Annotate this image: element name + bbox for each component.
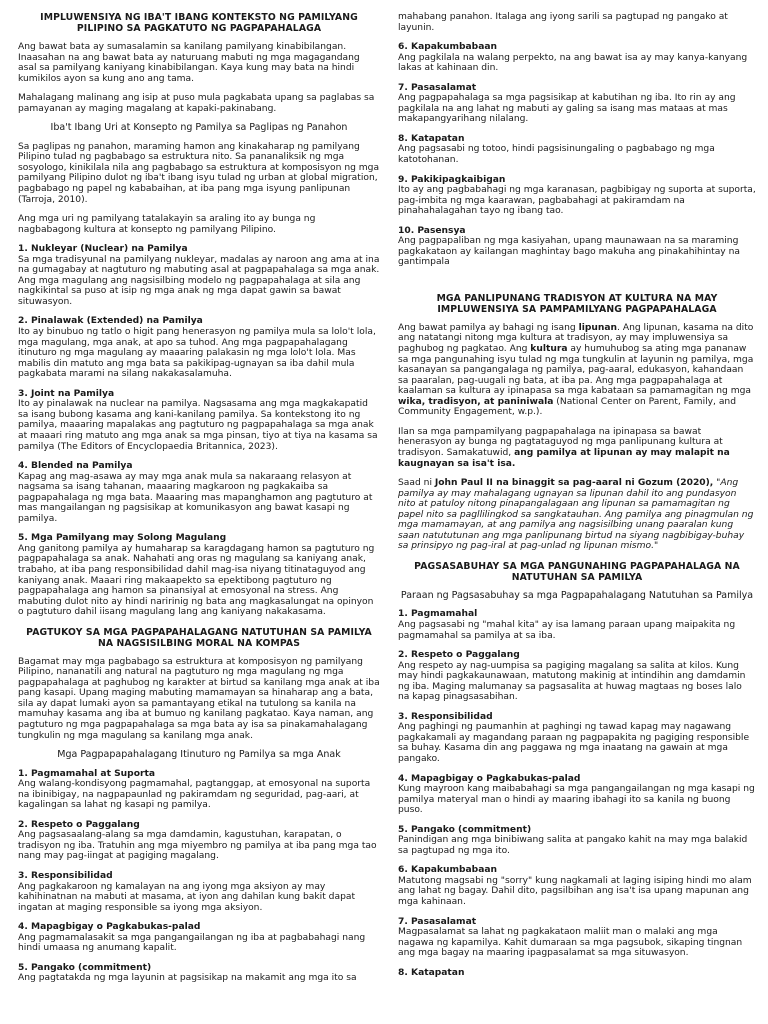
family-type-title: 3. Joint na Pamilya (18, 388, 115, 399)
paragraph-moral-compass: Bagamat may mga pagbabago sa estruktura at komposisyon ng pamilyang Pilipino, nananatili ang natural na pagtuturo ng mga magulang ng mga pagpapahalaga at paghubog ng karakter at birtud sa kanilang mga anak at iba pang kasapi. Upang maging mabuting mamamayan sa hinaharap ang a bata, sila ay dapat lumaki ayon sa pamantayang etikal na tutulong sa kanila na mamuhay kasama ang iba at bumuo ng kanilang pagkatao. Kaya naman, ang pagtuturo ng mga pagpapahalaga sa mga bata ay isa sa pinakamahalagang tungkulin ng mga magulang sa kanilang mga anak. (18, 656, 380, 741)
value-text: Ito ay ang pagbabahagi ng mga karanasan, pagbibigay ng suporta at suporta, pag-imbita ng mga kaarawan, pagbabahagi at pakiramdam na pinahahalagahan tayo ng ibang tao. (398, 185, 756, 217)
family-type-item (18, 533, 380, 617)
value-item (398, 83, 756, 125)
subheading-ways: Paraan ng Pagsasabuhay sa mga Pagpapahalagang Natutuhan sa Pamilya (400, 589, 754, 601)
value-item (398, 175, 756, 217)
way-item (398, 712, 756, 765)
text-run: Saad ni (398, 478, 435, 489)
bold-term: lipunan (578, 322, 618, 333)
family-type-text: Ito ay binubuo ng tatlo o higit pang henerasyon ng pamilya mula sa lolo't lola, mga magulang, mga anak, at apo sa tuhod. Ang mga pagpapahalagang itinuturo ng mga magulang ay maaaring palakasin ng mga lolo't lola. Mas mabilis din matuto ang mga bata sa pakikipag-ugnayan sa iba dahil mula pagkabata marami na silang nakakasalamuha. (18, 327, 376, 380)
bold-statement: ang pamilya at lipunan ay may malapit na kaugnayan sa isa't isa. (398, 447, 730, 469)
italic-quote: "Ang pamilya ay may mahalagang ugnayan sa lipunan dahil ito ang pundasyon nito at patuloy nitong pinapangalagaan ang lipunan sa pamamagitan ng papel nito sa pagllilingkod sa sangkatauhan. Ang pamilya ang pinagmulan ng mga mamamayan, at ang pamilya ang nagsisilbing unang paaralan kung saan natututunan ang mga panlipunang birtud na siyang nagbibigay-buhay sa prinsipyo ng pag-iral at pag-unlad ng lipunan mismo." (398, 478, 754, 552)
family-type-text: Ang ganitong pamilya ay humaharap sa karagdagang hamon sa pagtuturo ng pagpapahalaga sa anak. Nahahati ang oras ng magulang sa kaniyang anak, trabaho, at iba pang responsibilidad dahil mag-isa niyang titinataguyod ang kaniyang anak. Maaari ring makaapekto sa epektibong pagtuturo ng pagpapahalaga ang hamon sa pinansiyal at emosyonal na stress. Ang mabuting dulot nito ay hindi naririnig ng bata ang magkasalungat na opinyon o pagtuturo dahil iisang magulang lang ang kaniyang nakakasama. (18, 543, 375, 618)
way-title: 1. Pagmamahal (398, 609, 478, 620)
value-title: 1. Pagmamahal at Suporta (18, 768, 155, 779)
family-type-item (18, 244, 380, 307)
value-text: Ang pagkilala na walang perpekto, na ang bawat isa ay may kanya-kanyang lakas at kahinaan din. (398, 52, 748, 74)
way-item (398, 650, 756, 703)
way-item (398, 825, 756, 857)
value-item (398, 134, 756, 166)
way-title: 3. Responsibilidad (398, 711, 493, 722)
way-title: 7. Pasasalamat (398, 916, 477, 927)
way-text: Magpasalamat sa lahat ng pagkakataon maliit man o malaki ang mga nagawa ng kapamilya. Kahit dumaraan sa mga pagsubok, sikaping tingnan ang mga bagay na maaring ipagpasalamat sa mga situwasyon. (398, 927, 743, 959)
family-type-title: 1. Nukleyar (Nuclear) na Pamilya (18, 244, 188, 255)
family-type-text: Kapag ang mag-asawa ay may mga anak mula sa nakaraang relasyon at nagsama sa isang tahanan, maaaring magkaroon ng pagkakaiba sa pagpapahalaga ng mga bata. Maaaring mas mapanghamon ang pagtuturo at mas mangailangan ng pagsisikap at komunikasyon ang bawat kasapi ng pamilya. (18, 471, 373, 524)
family-type-title: 2. Pinalawak (Extended) na Pamilya (18, 316, 203, 327)
paragraph-types-intro: Ang mga uri ng pamilyang tatalakayin sa araling ito ay bunga ng nagbabagong kultura at konsepto ng pamilyang Pilipino. (18, 214, 316, 235)
section-title-living-values: PAGSASABUHAY SA MGA PANGUNAHING PAGPAPAHALAGA NA NATUTUHAN SA PAMILYA (414, 560, 740, 583)
way-title: 8. Katapatan (398, 967, 465, 978)
way-item (398, 917, 756, 959)
value-title: 2. Respeto o Paggalang (18, 819, 140, 830)
way-title: 4. Mapagbigay o Pagkabukas-palad (398, 773, 581, 784)
value-title: 6. Kapakumbabaan (398, 42, 498, 53)
way-text: Matutong magsabi ng "sorry" kung nagkamali at laging isiping hindi mo alam ang lahat ng bagay. Dahil dito, pagsilbihan ang isa't isa upang mapunan ang mga kahinaan. (398, 875, 752, 907)
right-column (398, 12, 756, 987)
family-type-title: 4. Blended na Pamilya (18, 461, 133, 472)
value-text: Ang pagsasaalang-alang sa mga damdamin, kagustuhan, karapatan, o tradisyon ng iba. Tratuhin ang mga miyembro ng pamilya at iba pang mga tao nang may pag-iingat at pagiging magalang. (18, 830, 377, 862)
way-title: 6. Kapakumbabaan (398, 865, 498, 876)
way-text: Panindigan ang mga binibiwang salita at pangako kahit na may mga balakid sa pagtupad ng mga ito. (398, 835, 748, 856)
family-type-title: 5. Mga Pamilyang may Solong Magulang (18, 533, 227, 544)
document-title: IMPLUWENSIYA NG IBA'T IBANG KONTEKSTO NG PAMILYANG PILIPINO SA PAGKATUTO NG PAGPAPAHALAGA (40, 12, 358, 34)
family-type-item (18, 389, 380, 452)
value-text: Ang walang-kondisyong pagmamahal, pagtanggap, at emosyonal na suporta na ibinibigay, na nagpapaunlad ng pakiramdam ng seguridad, pag-aari, at kagalingan sa lahat ng kasapi ng pamilya. (18, 779, 371, 811)
value-text: Ang pagtatakda ng mga layunin at pagsisikap na makamit ang mga ito sa (18, 973, 357, 984)
intro-paragraph-1: Ang bawat bata ay sumasalamin sa kanilang pamilyang kinabibilangan. Inaasahan na ang bawat bata ay naturuang mabuti ng mga magagandang asal sa pamilyang kaniyang kinabibilangan. Kaya kung may bata na hindi kumikilos ayon sa kung ano ang tama. (18, 42, 360, 84)
way-item (398, 609, 756, 641)
value-text: Ang pagkakaroon ng kamalayan na ang iyong mga aksiyon ay may kahihinatnan na mabuti at masama, at iyon ang dahilan kung bakit dapat ingatan at maging responsible sa iyong mga aksiyon. (18, 881, 356, 913)
value-title: 7. Pasasalamat (398, 82, 477, 93)
subheading-values-taught: Mga Pagpapapahalagang Itinuturo ng Pamilya sa mga Anak (57, 749, 341, 761)
text-run: (National Center on Parent, Family, and Community Engagement, w.p.). (398, 396, 737, 418)
family-type-item (18, 316, 380, 379)
family-type-text: Ito ay pinalawak na nuclear na pamilya. Nagsasama ang mga magkakapatid sa isang bubong kasama ang kani-kanilang pamilya. Sa kontekstong ito ng pamilya, maaaring mapalakas ang pagtuturo ng pagpapahalaga sa mga anak at maaari ring matuto ang mga anak sa mga pinsan, tiyo at tiya na kasama sa pamilya (The Editors of Encyclopaedia Britannica, 2023). (18, 399, 378, 452)
value-text: Ang pagsasabi ng totoo, hindi pagsisinungaling o pagbabago ng mga katotohanan. (398, 144, 715, 166)
way-text: Ang respeto ay nag-uumpisa sa pagiging magalang sa salita at kilos. Kung may hindi pagkakaunawaan, matutong makinig at intindihin ang damdamin ng iba. Maging malumanay sa pagsasalita at huwag magtaas ng boses lalo na kapag pinagsasabihan. (398, 660, 746, 703)
way-text: Kung mayroon kang maibabahagi sa mga pangangailangan ng mga kasapi ng pamilya materyal man o hindi ay maaring ibahagi ito sa kanila ng buong puso. (398, 784, 755, 816)
family-type-text: Sa mga tradisyunal na pamilyang nukleyar, madalas ay naroon ang ama at ina na gumagabay at nagtuturo ng mabuting asal at pagpapahalaga sa mga anak. Ang mga magulang ang nagsisilbing modelo ng pagpapahalaga at sila ang nagkikintal sa puso at isip ng mga anak ng mga dapat gawin sa bawat situwasyon. (18, 254, 380, 307)
value-text: Ang pagpapaliban ng mga kasiyahan, upang maunawaan na sa maraming pagkakataon ay kailangan maghintay bago makuha ang pinakahihintay na gantimpala (398, 236, 740, 268)
paragraph-generations (398, 427, 756, 469)
text-run: Ang bawat pamilya ay bahagi ng isang (398, 322, 579, 333)
value-item (18, 922, 380, 954)
section-title-moral-compass: PAGTUKOY SA MGA PAGPAPAHALAGANG NATUTUHAN SA PAMILYA NA NAGSISILBING MORAL NA KOMPAS (26, 626, 372, 649)
family-type-item (18, 461, 380, 524)
value-title: 9. Pakikipagkaibigan (398, 174, 506, 185)
bold-citation: John Paul II na binaggit sa pag-aaral ni Gozum (2020), (434, 478, 714, 489)
way-title: 2. Respeto o Paggalang (398, 650, 520, 661)
value-item (398, 42, 756, 74)
value-title: 8. Katapatan (398, 133, 465, 144)
bold-term: wika, tradisyon, at paniniwala (398, 396, 554, 407)
value-title: 5. Pangako (commitment) (18, 962, 152, 973)
intro-paragraph-2: Mahalagang malinang ang isip at puso mula pagkabata upang sa paglabas sa pamayanan ay maging magalang at kapaki-pakinabang. (18, 93, 375, 114)
way-text: Ang pagsasabi ng "mahal kita" ay isa lamang paraan upang maipakita ng pagmamahal sa pamilya at sa iba. (398, 619, 736, 641)
value-title: 10. Pasensya (398, 225, 466, 236)
value-item (18, 769, 380, 811)
value-title: 4. Mapagbigay o Pagkabukas-palad (18, 922, 201, 933)
text-run: . Ang lipunan, kasama na dito ang natatangi nitong mga kultura at tradisyon, ay may impluwensiya sa paghubog ng pagkatao. Ang (398, 322, 754, 355)
value-item (18, 820, 380, 862)
way-title: 5. Pangako (commitment) (398, 824, 532, 835)
way-item (398, 968, 756, 979)
value-item (18, 963, 380, 984)
value-text: Ang pagpapahalaga sa mga pagsisikap at kabutihan ng iba. Ito rin ay ang pagkilala na ang lahat ng mabuti ay galing sa isang mas mataas at mas makapangyarihang nilalang. (398, 93, 736, 125)
text-run: Ilan sa mga pampamilyang pagpapahalaga na ipinapasa sa bawat henerasyon ay bunga ng pagtataguyod ng mga panlipunang kultura at tradisyon. Samakatuwid, (398, 426, 723, 458)
way-item (398, 774, 756, 816)
section-title-traditions: MGA PANLIPUNANG TRADISYON AT KULTURA NA MAY IMPLUWENSIYA SA PAMPAMILYANG PAGPAPAHALAGA (436, 292, 718, 315)
value-title: 3. Responsibilidad (18, 871, 113, 881)
bold-term: kultura (530, 344, 568, 355)
continued-text: mahabang panahon. Italaga ang iyong sarili sa pagtupad ng pangako at layunin. (398, 12, 728, 33)
subheading-family-types: Iba't Ibang Uri at Konsepto ng Pamilya sa Paglipas ng Panahon (50, 122, 348, 134)
way-item (398, 865, 756, 907)
value-item (18, 871, 380, 913)
value-item (398, 226, 756, 268)
left-column (18, 12, 380, 993)
way-text: Ang paghingi ng paumanhin at paghingi ng tawad kapag may nagawang pagkakamali ay magandang paraan ng pagpapakita ng pagiging responsible sa buhay. Kasama din ang paggawa ng mga inaatang na gawain at mga pangako. (398, 722, 750, 764)
text-run: ay humuhubog sa ating mga pananaw sa mga pangunahing isyu tulad ng mga tungkulin at layunin ng pamilya, mga kasanayan sa pangangalaga ng pamilya, pag-aaral, edukasyon, kahandaan sa paaralan, pag-uugali ng bata, at iba pa. Ang mga pagpapahalaga at kaalaman sa kultura ay ipinapasa sa mga kabataan sa pamamagitan ng mga (398, 344, 754, 397)
section-spacer (398, 277, 756, 293)
value-text: Ang pagmamalasakit sa mga pangangailangan ng iba at pagbabahagi nang hindi umaasa ng anumang kapalit. (18, 932, 366, 954)
paragraph-quote (398, 478, 756, 552)
paragraph-changes: Sa paglipas ng panahon, maraming hamon ang kinakaharap ng pamilyang Pilipino tulad ng pagbabago sa estruktura nito. Sa pananaliksik ng mga sosyologo, kinikilala nila ang pagbabago sa estruktura at komposisyon ng mga pamilyang Pilipino dulot ng iba't ibang isyu tulad ng urban at global migration, pagbabago ng papel ng kababaihan, at iba pang mga isyung panlipunan (Tarroja, 2010). (18, 141, 380, 205)
paragraph-society (398, 323, 756, 418)
